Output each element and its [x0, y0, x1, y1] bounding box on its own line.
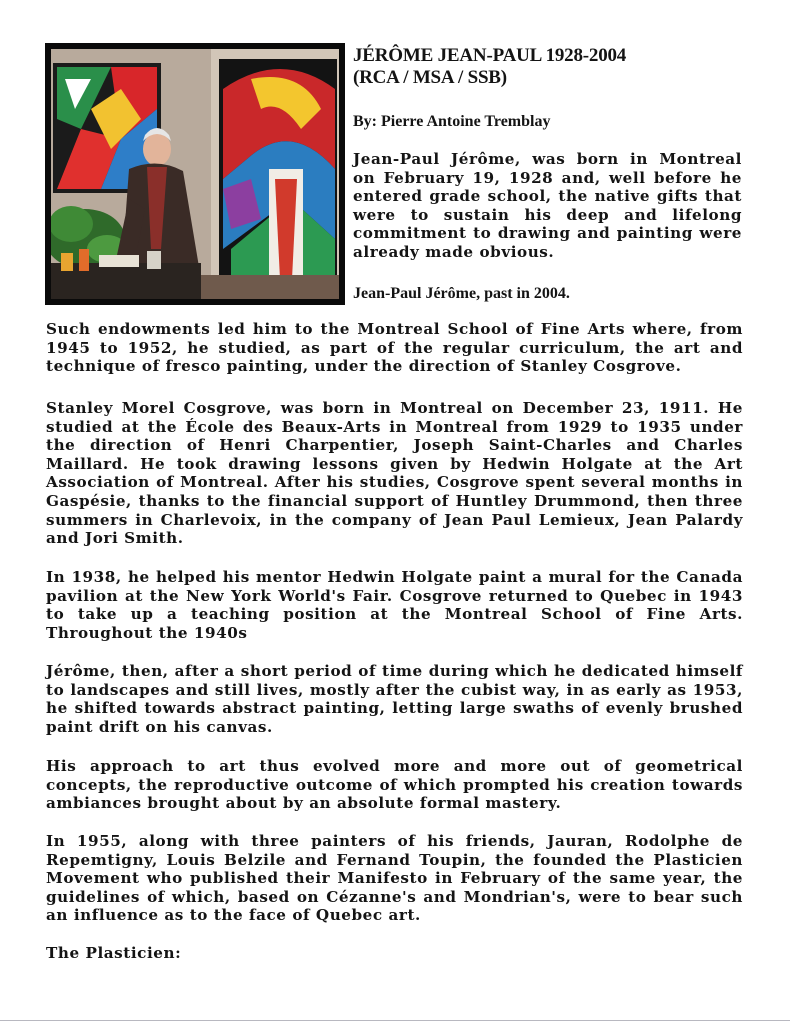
body-paragraph: Jérôme, then, after a short period of time during which he dedicated himself to landscapes and still lives, mostly after the cubist way, in as early as 1953, he shifted towards abstract painting, letting large swaths of evenly brushed paint drift on his canvas.	[46, 662, 743, 736]
article-title: JÉRÔME JEAN-PAUL 1928-2004	[353, 45, 627, 66]
page-bottom-rule	[0, 1020, 790, 1021]
body-paragraph: In 1955, along with three painters of his friends, Jauran, Rodolphe de Repemtigny, Louis Belzile and Fernand Toupin, the founded the Plasticien Movement who published their Manifesto in February of the same year, the guidelines of which, based on Cézanne's and Mondrian's, were to bear such an influence as to the face of Quebec art.	[46, 832, 743, 925]
author-byline: By: Pierre Antoine Tremblay	[353, 113, 551, 130]
body-paragraph: In 1938, he helped his mentor Hedwin Holgate paint a mural for the Canada pavilion at the New York World's Fair. Cosgrove returned to Quebec in 1943 to take up a teaching position at the Montreal School of Fine Arts. Throughout the 1940s	[46, 568, 743, 642]
body-paragraph: Stanley Morel Cosgrove, was born in Montreal on December 23, 1911. He studied at the École des Beaux-Arts in Montreal from 1929 to 1935 under the direction of Henri Charpentier, Joseph Saint-Charles and Charles Maillard. He took drawing lessons given by Hedwin Holgate at the Art Association of Montreal. After his studies, Cosgrove spent several months in Gaspésie, thanks to the financial support of Huntley Drummond, then three summers in Charlevoix, in the company of Jean Paul Lemieux, Jean Palardy and Jori Smith.	[46, 399, 743, 548]
article-subtitle: (RCA / MSA / SSB)	[353, 67, 507, 88]
intro-paragraph: Jean-Paul Jérôme, was born in Montreal on February 19, 1928 and, well before he entered grade school, the native gifts that were to sustain his deep and lifelong commitment to drawing and painting were already made obvious.	[353, 150, 742, 261]
artist-in-studio-picture	[51, 49, 339, 299]
body-paragraph: Such endowments led him to the Montreal School of Fine Arts where, from 1945 to 1952, he studied, as part of the regular curriculum, the art and technique of fresco painting, under the direction of Stanley Cosgrove.	[46, 320, 743, 376]
article-heading	[353, 45, 773, 89]
body-paragraph: His approach to art thus evolved more and more out of geometrical concepts, the reproductive outcome of which prompted his creation towards ambiances brought about by an absolute formal mastery.	[46, 757, 743, 813]
photo-caption: Jean-Paul Jérôme, past in 2004.	[353, 285, 570, 302]
artist-photo	[45, 43, 345, 305]
section-heading: The Plasticien:	[46, 944, 182, 962]
